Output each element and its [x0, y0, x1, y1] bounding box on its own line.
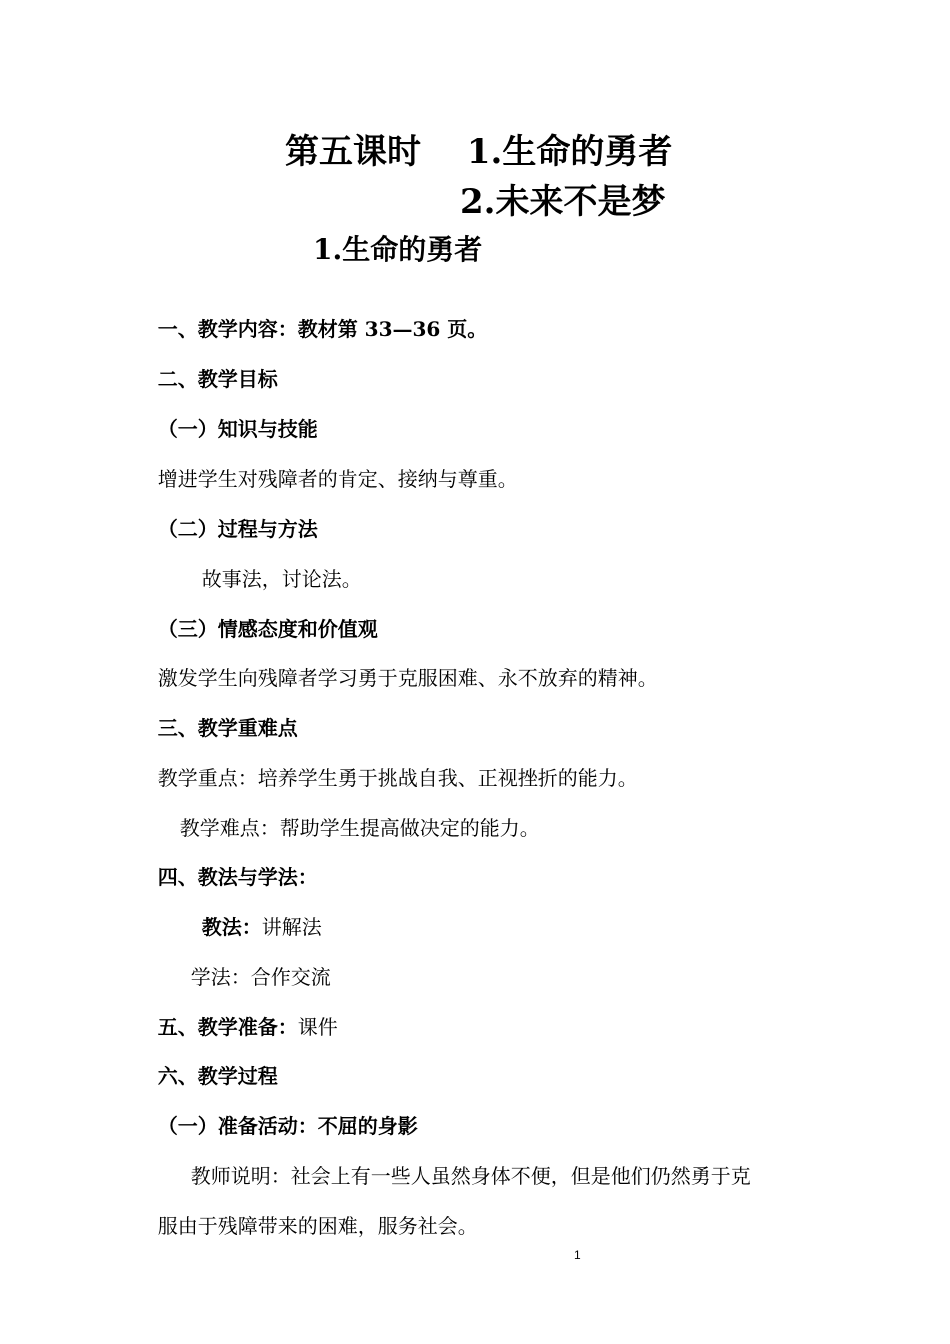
text-line: 激发学生向残障者学习勇于克服困难、永不放弃的精神。	[157, 666, 658, 690]
text-line: 四、教法与学法：	[157, 865, 318, 889]
text-line: 教法：讲解法	[201, 915, 322, 939]
text-line: 六、教学过程	[157, 1064, 278, 1088]
text-line: 教学重点：培养学生勇于挑战自我、正视挫折的能力。	[157, 766, 638, 790]
text-line: 学法：合作交流	[190, 965, 331, 989]
text-line: 三、教学重难点	[157, 716, 298, 740]
text-line: 教学难点：帮助学生提高做决定的能力。	[179, 816, 540, 840]
lesson-title: 第五课时 1.生命的勇者	[285, 132, 673, 172]
section-subtitle: 1.生命的勇者	[313, 233, 483, 266]
lesson-title-second-line: 2.未来不是梦	[460, 182, 666, 222]
text-line: 五、教学准备：课件	[157, 1015, 338, 1039]
text-line: （一）准备活动：不屈的身影	[157, 1114, 418, 1138]
text-line: 一、教学内容：教材第 33—36 页。	[157, 317, 488, 341]
page-number: 1	[574, 1248, 581, 1262]
text-line: 二、教学目标	[157, 367, 278, 391]
text-line: 教师说明：社会上有一些人虽然身体不便，但是他们仍然勇于克	[190, 1164, 751, 1188]
text-line: 服由于残障带来的困难，服务社会。	[157, 1214, 478, 1238]
text-line: （三）情感态度和价值观	[157, 617, 378, 641]
text-line: （二）过程与方法	[157, 517, 318, 541]
text-line: （一）知识与技能	[157, 417, 318, 441]
text-line: 故事法，讨论法。	[201, 567, 362, 591]
text-line: 增进学生对残障者的肯定、接纳与尊重。	[157, 467, 518, 491]
